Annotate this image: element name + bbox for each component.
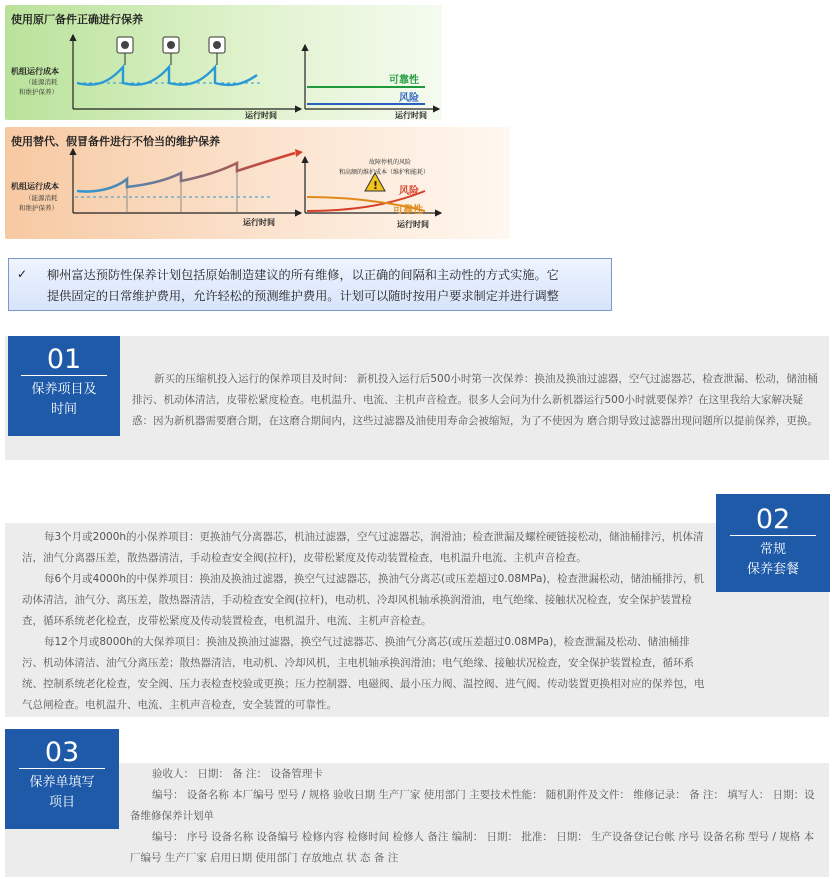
section-02-text	[22, 527, 710, 716]
note-line-1: 柳州富达预防性保养计划包括原始制造建议的所有维修，以正确的间隔和主动性的方式实施。它	[47, 268, 559, 282]
panel1-risk-label: 风险	[399, 93, 419, 104]
panel2-y-sub2: 和维护保养）	[19, 204, 58, 212]
machine-icon	[163, 37, 179, 53]
panel1-x-label: 运行时间	[245, 111, 277, 120]
panel2-risk-label: 风险	[399, 186, 419, 197]
section-02-paragraph-12month: 每12个月或8000h的大保养项目：换油及换油过滤器，换空气过滤器芯、换油气分离芯(或压差超过0.08MPa)，检查泄漏及松动、储油桶排污、机动体清洁、油气分离压差；散热器清洁，电动机、冷却风机，主电机轴承换润滑油；电气绝缘、接触状况检查，安全保护装置检查，循环系统、控制系统老化检查，安全阀、压力表检查校验或更换；压力控制器、电磁阀、最小压力阀、温控阀、进气阀、传动装置更换相对应的保养包，电气总闸检查。电机温升、电流、主机声音检查，安全装置的可靠性。	[22, 636, 705, 711]
section-03-paragraph-equipment-card: 编号： 设备名称 本厂编号 型号 / 规格 验收日期 生产厂家 使用部门 主要技术性能： 随机附件及文件： 维修记录： 备 注： 填写人： 日期：设备维修保养计划单	[130, 789, 815, 822]
checkmark-icon: ✓	[17, 267, 28, 281]
section-01-title-line2: 时间	[50, 402, 77, 417]
section-02-badge	[716, 494, 830, 592]
section-02-title-line1: 常规	[759, 542, 786, 557]
maintenance-plan-note-text	[47, 265, 607, 307]
genuine-parts-chart-panel	[5, 5, 442, 120]
panel2-note2: 和高额的维护成本（维护和能耗）	[339, 169, 430, 176]
panel2-title: 使用替代、假冒备件进行不恰当的维护保养	[11, 135, 220, 148]
panel2-y-label: 机组运行成本	[11, 182, 59, 191]
note-line-2: 提供固定的日常维护费用，允许轻松的预测维护费用。计划可以随时按用户要求制定并进行调整	[47, 289, 559, 303]
section-03-number: 03	[44, 737, 80, 768]
section-01-text	[132, 369, 818, 432]
section-03-title-line1: 保养单填写	[29, 775, 95, 790]
panel2-curve-arrow	[295, 149, 303, 157]
panel1-y-label: 机组运行成本	[11, 67, 59, 76]
section-01-title-line1: 保养项目及	[31, 382, 97, 397]
panel1-title: 使用原厂备件正确进行保养	[11, 13, 143, 26]
panel1-cost-curve	[77, 67, 257, 85]
maintenance-plan-note	[8, 258, 612, 311]
panel2-reliability-label: 可靠性	[393, 205, 423, 216]
section-03-paragraph-acceptance: 验收人： 日期： 备 注： 设备管理卡	[152, 768, 323, 780]
section-02-title-line2: 保养套餐	[746, 562, 799, 577]
section-02-paragraph-3month: 每3个月或2000h的小保养项目：更换油气分离器芯，机油过滤器，空气过滤器芯，润滑油；检查泄漏及螺栓硬链接松动，储油桶排污，机体清洁，油气分离器压差，散热器清洁，手动检查安全阀(拉杆)，皮带松紧度及传动装置检查，电机温升电流、主机声音检查。	[22, 531, 704, 564]
svg-text:!: !	[373, 179, 379, 192]
section-01-number: 01	[46, 344, 82, 375]
section-02-paragraph-6month: 每6个月或4000h的中保养项目：换油及换油过滤器，换空气过滤器芯，换油气分离芯(或压差超过0.08MPa)，检查泄漏松动，储油桶排污，机动体清洁，油气分、离压差，散热器清洁，手动检查安全阀(拉杆)，电动机、冷却风机轴承换润滑油，电气绝缘、接触状况检查，安全保护装置检查，循环系统老化检查，皮带松紧度及传动装置检查，电机温升、电流、主机声音检查。	[22, 573, 704, 627]
section-03-title-line2: 项目	[48, 795, 75, 810]
section-03-badge	[5, 729, 119, 829]
panel2-note1: 故障停机的风险	[369, 159, 412, 166]
machine-icon	[117, 37, 133, 53]
section-02-number: 02	[755, 504, 791, 535]
counterfeit-parts-chart-panel	[5, 127, 510, 239]
section-03-text	[130, 764, 820, 869]
machine-icon	[209, 37, 225, 53]
badge-divider	[730, 535, 816, 536]
section-01-paragraph: 新买的压缩机投入运行的保养项目及时间： 新机投入运行后500小时第一次保养：换油及换油过滤器，空气过滤器芯，检查泄漏、松动，储油桶排污、机动体清洁，皮带松紧度检查。电机温升、电流、主机声音检查。很多人会问为什么新机器运行500小时就要保养？在这里我给大家解决疑惑：因为新机器需要磨合期，在这磨合期间内，这些过滤器及油使用寿命会被缩短，为了不使因为 磨合期导致过滤器出现问题所以提前保养，更换。	[132, 373, 818, 427]
panel2-x-label-right: 运行时间	[397, 220, 429, 229]
panel1-y-sub1: （能源消耗	[25, 78, 58, 86]
section-03-paragraph-ledger: 编号： 序号 设备名称 设备编号 检修内容 检修时间 检修人 备注 编制： 日期： 批准： 日期： 生产设备登记台帐 序号 设备名称 型号 / 规格 本厂编号 生产厂家 启用日期 使用部门 存放地点 状 态 备 注	[130, 831, 815, 864]
section-01-badge	[8, 336, 120, 436]
genuine-parts-chart	[5, 5, 442, 120]
panel2-x-label: 运行时间	[243, 218, 275, 227]
badge-divider	[21, 375, 107, 376]
panel1-y-sub2: 和维护保养）	[19, 88, 58, 96]
panel1-reliability-label: 可靠性	[389, 75, 419, 86]
panel2-cost-curve	[77, 153, 295, 192]
panel1-x-label-right: 运行时间	[395, 111, 427, 120]
badge-divider	[19, 768, 105, 769]
panel2-y-sub1: （能源消耗	[25, 194, 58, 202]
